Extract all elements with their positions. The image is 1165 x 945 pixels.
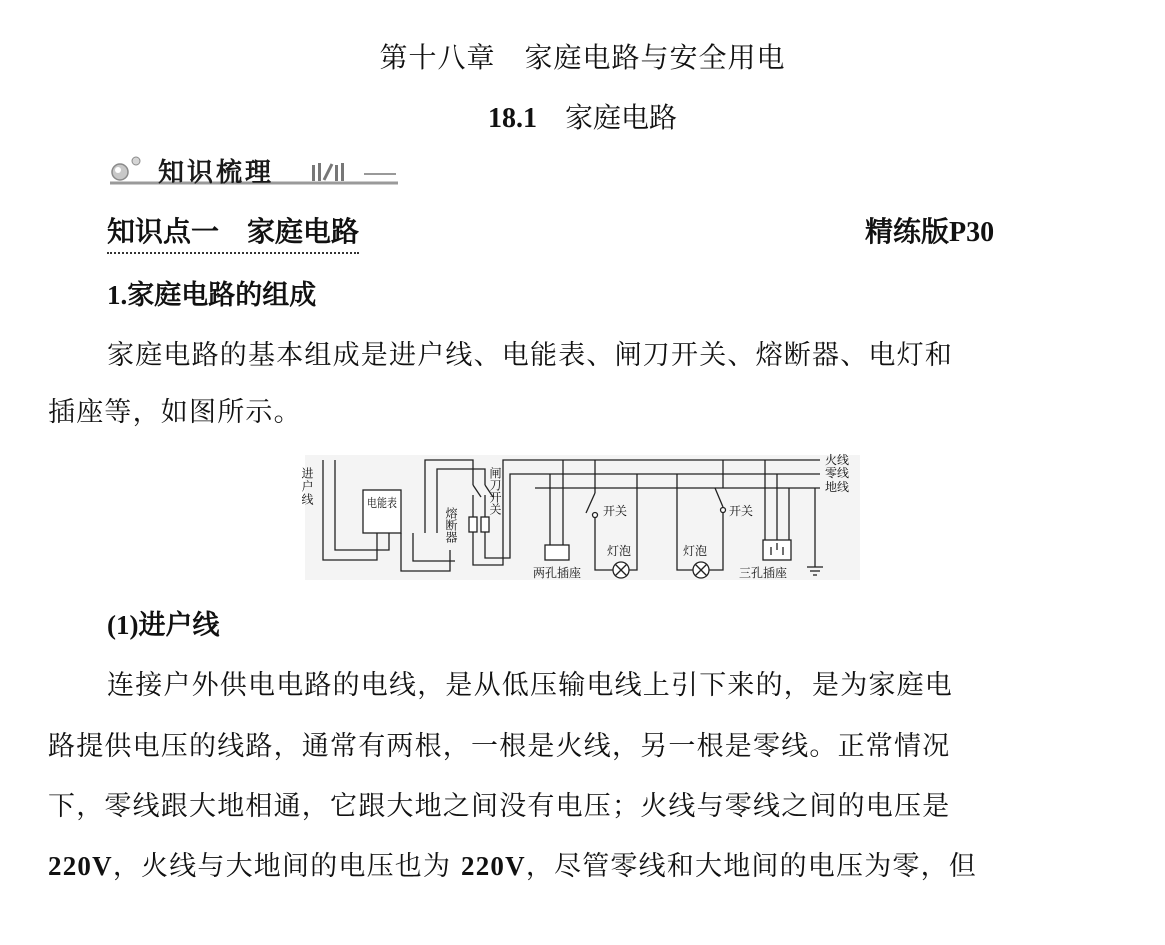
paragraph-1-line-1: 家庭电路的基本组成是进户线、电能表、闸刀开关、熔断器、电灯和 (107, 340, 953, 371)
section-title (0, 96, 1165, 136)
chapter-title: 第十八章 家庭电路与安全用电 (379, 41, 786, 74)
label-knife-switch: 闸刀开关 (488, 467, 502, 515)
section-banner (106, 152, 406, 186)
household-circuit-diagram (300, 453, 860, 580)
label-switch-2: 开关 (729, 504, 754, 518)
reference-prefix: 精练版 (865, 215, 950, 248)
paragraph-2-line-1: 连接户外供电电路的电线，是从低压输电线上引下来的，是为家庭电 (107, 670, 953, 701)
voltage-value-2: 220V (461, 851, 526, 881)
label-neutral-wire: 零线 (825, 466, 850, 480)
label-ground-wire: 地线 (825, 480, 850, 494)
knowledge-point-reference (865, 210, 994, 250)
label-live-wire: 火线 (825, 453, 850, 467)
subsection-2-title: 进户线 (138, 610, 220, 641)
paragraph-2-line-2: 路提供电压的线路，通常有两根，一根是火线，另一根是零线。正常情况 (48, 731, 951, 762)
subsection-1-heading (107, 273, 316, 312)
label-meter: 电能表 (367, 496, 404, 510)
paragraph-2-line-4-part-b: ，尽管零线和大地间的电压为零，但 (525, 851, 978, 882)
reference-page: P30 (949, 217, 995, 248)
subsection-2-number: (1) (107, 610, 139, 640)
paragraph-1-line-2: 插座等，如图所示。 (48, 397, 302, 428)
subsection-2-heading (107, 603, 219, 642)
label-lamp-1: 灯泡 (607, 544, 632, 558)
label-switch-1: 开关 (603, 504, 628, 518)
paragraph-2-line-3: 下，零线跟大地相通，它跟大地之间没有电压；火线与零线之间的电压是 (48, 791, 951, 822)
label-lamp-2: 灯泡 (683, 544, 708, 558)
section-number: 18.1 (487, 103, 537, 134)
paragraph-2-line-4-part-a: ，火线与大地间的电压也为 (112, 851, 461, 882)
label-three-hole-socket: 三孔插座 (739, 566, 788, 580)
knowledge-point-title: 知识点一 家庭电路 (107, 210, 359, 254)
label-entry-line: 进户线 (300, 467, 314, 506)
paragraph-2-line-4 (48, 844, 977, 883)
subsection-1-title: 家庭电路的组成 (127, 280, 317, 311)
section-name: 家庭电路 (564, 101, 677, 134)
subsection-1-number: 1. (107, 280, 128, 310)
voltage-value-1: 220V (48, 851, 113, 881)
label-fuse: 熔断器 (444, 507, 458, 543)
label-two-hole-socket: 两孔插座 (533, 566, 582, 580)
banner-label: 知识梳理 (158, 158, 275, 188)
